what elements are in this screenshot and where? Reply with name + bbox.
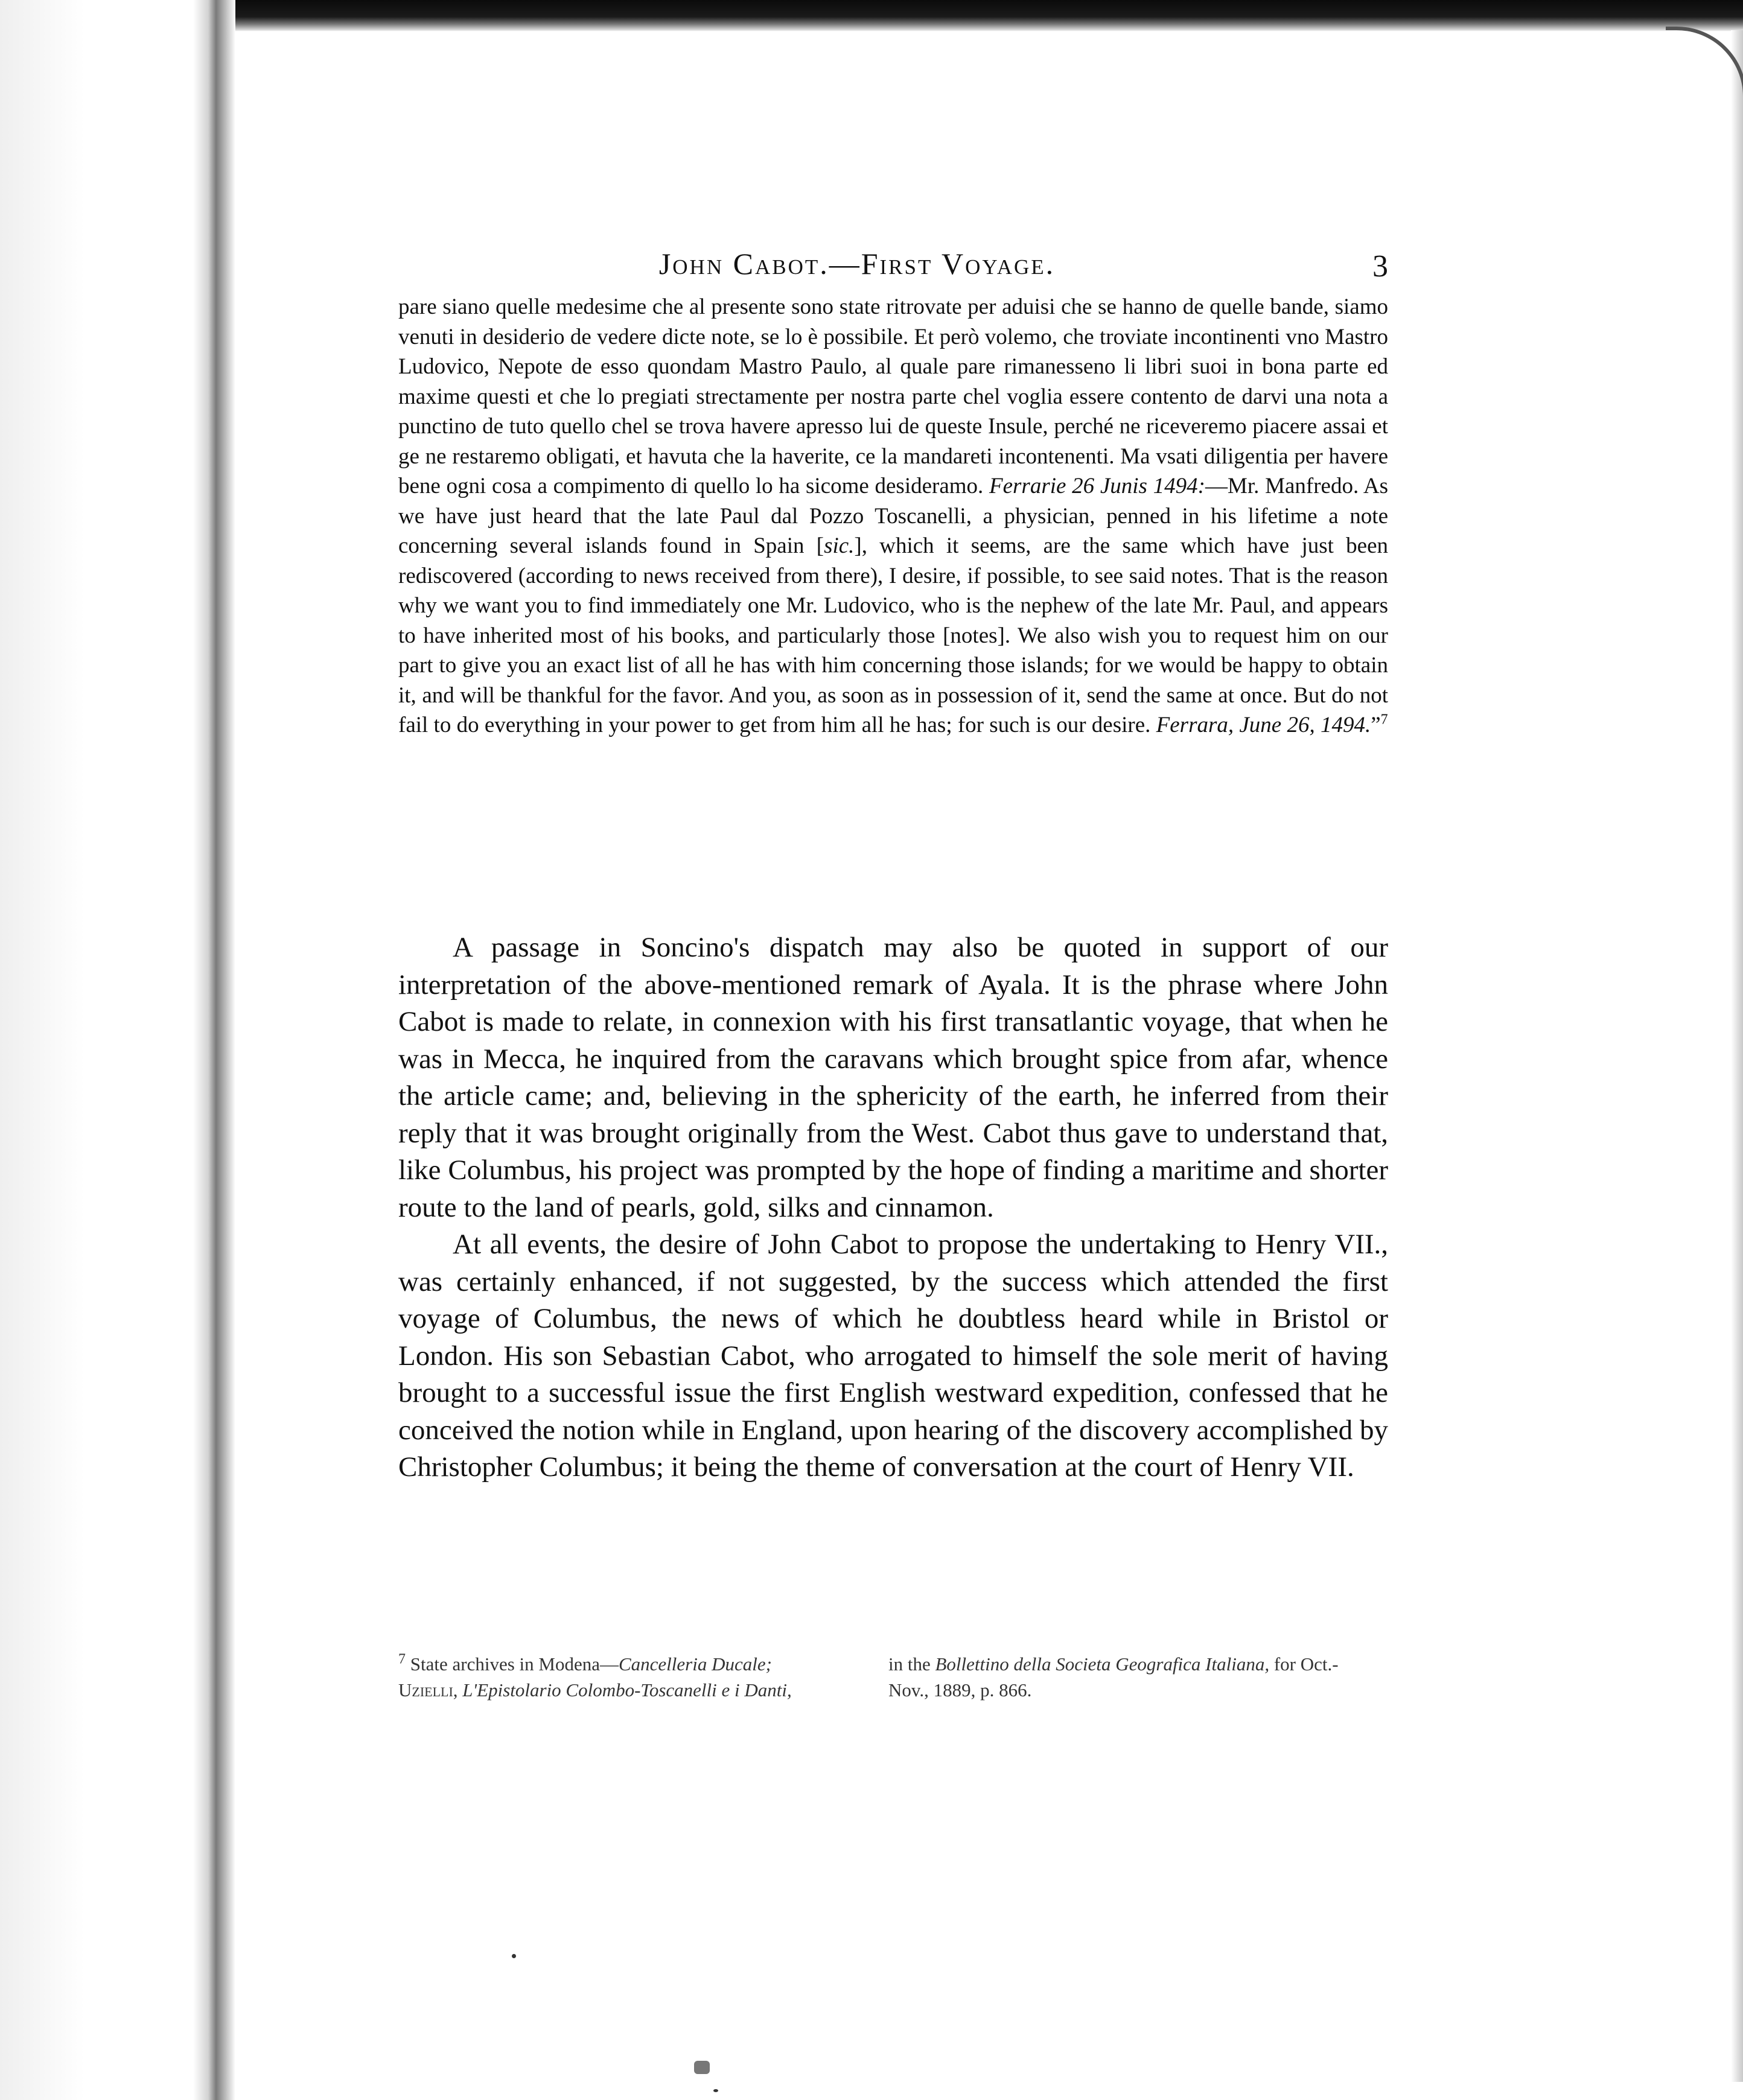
footnotes bbox=[398, 1651, 1388, 1723]
footnote-number: 7 bbox=[398, 1651, 406, 1667]
footnote-text: State archives in Modena— bbox=[406, 1653, 619, 1675]
footnote-right-column bbox=[888, 1651, 1371, 1703]
footnote-reference: 7 bbox=[1380, 711, 1388, 728]
footnote-author: Uzielli bbox=[398, 1679, 453, 1701]
quoted-letter bbox=[398, 292, 1388, 740]
scan-right-edge bbox=[1731, 30, 1743, 2082]
body-paragraph-1: A passage in Soncino's dispatch may also be quoted in support of our interpretation of the above-mentioned remark of Ayala. It is the phrase where John Cabot is made to relate, in connexion with his first transatlantic voyage, that when he was in Mecca, he inquired from the caravans which brought spice from afar, whence the article came; and, believing in the sphericity of the earth, he inferred from their reply that it was brought originally from the West. Cabot thus gave to understand that, like Columbus, his project was prompted by the hope of finding a maritime and shorter route to the land of pearls, gold, silks and cinnamon. bbox=[398, 932, 1388, 1223]
running-head bbox=[398, 246, 1316, 281]
footnote-text-end: for Oct.-Nov., 1889, p. 866. bbox=[888, 1653, 1339, 1701]
footnote-journal: Bollettino della Societa Geografica Italiana, bbox=[935, 1653, 1270, 1675]
quote-translation-start: —Mr. Manfredo. As we have just heard that the late Paul dal Pozzo Toscanelli, a physician, penned in his lifetime a note concerning several islands found in Spain [ bbox=[398, 474, 1388, 558]
page-number: 3 bbox=[1372, 249, 1388, 284]
scan-speck bbox=[694, 2061, 710, 2074]
footnote-title: L'Epistolario Colombo-Toscanelli e i Danti, bbox=[462, 1679, 792, 1701]
quote-italian-text: pare siano quelle medesime che al presente sono state ritrovate per aduisi che se hanno de quelle bande, siamo venuti in desiderio de vedere dicte note, se lo è possibile. Et però volemo, che troviate incontinenti vno Mastro Ludovico, Nepote de esso quondam Mastro Paulo, al quale pare rimanesseno li libri suoi in bona parte ed maxime questi et che lo pregiati strectamente per nostra parte chel voglia essere contento de darvi una nota a punctino de tuto quello chel se trova havere apresso lui de queste Insule, perché ne riceveremo piacere assai et ge ne restaremo obligati, et havuta che la haverite, ce la mandareti incontenenti. Ma vsati diligentia per havere bene ogni cosa a compimento di quello lo ha sicome desideramo. bbox=[398, 294, 1388, 498]
quote-close-mark: ” bbox=[1371, 713, 1381, 737]
quote-italian-date: Ferrarie 26 Junis 1494: bbox=[989, 474, 1205, 498]
footnote-separator: , bbox=[453, 1679, 463, 1701]
quote-translation-body: ], which it seems, are the same which have just been rediscovered (according to news received from there), I desire, if possible, to see said notes. That is the reason why we want you to find immediately one Mr. Ludovico, who is the nephew of the late Mr. Paul, and appears to have inherited most of his books, and particularly those [notes]. We also wish you to request him on our part to give you an exact list of all he has with him concerning those islands; for we would be happy to obtain it, and will be thankful for the favor. And you, as soon as in possession of it, send the same at once. But do not fail to do everything in your power to get from him all he has; for such is our desire. bbox=[398, 533, 1389, 737]
quote-english-date: Ferrara, June 26, 1494. bbox=[1156, 713, 1371, 737]
page-header bbox=[398, 246, 1388, 288]
body-text bbox=[398, 929, 1388, 1486]
body-paragraph-2: At all events, the desire of John Cabot to propose the undertaking to Henry VII., was certainly enhanced, if not suggested, by the success which attended the first voyage of Columbus, the news of which he doubtless heard while in Bristol or London. His son Sebastian Cabot, who arrogated to himself the sole merit of having brought to a successful issue the first English westward expedition, confessed that he conceived the notion while in England, upon hearing of the discovery accomplished by Christopher Columbus; it being the theme of conversation at the court of Henry VII. bbox=[398, 1229, 1388, 1483]
scan-top-border bbox=[0, 0, 1743, 31]
footnote-left-column bbox=[398, 1651, 881, 1703]
running-head-text: John Cabot.—First Voyage. bbox=[658, 247, 1056, 281]
scan-binding-shadow bbox=[0, 0, 235, 2100]
quote-sic: sic. bbox=[824, 533, 855, 558]
scan-speck bbox=[512, 1954, 516, 1958]
footnote-text: in the bbox=[888, 1653, 935, 1675]
scan-speck bbox=[713, 2089, 718, 2092]
footnote-text-italic: Cancelleria Ducale; bbox=[618, 1653, 772, 1675]
